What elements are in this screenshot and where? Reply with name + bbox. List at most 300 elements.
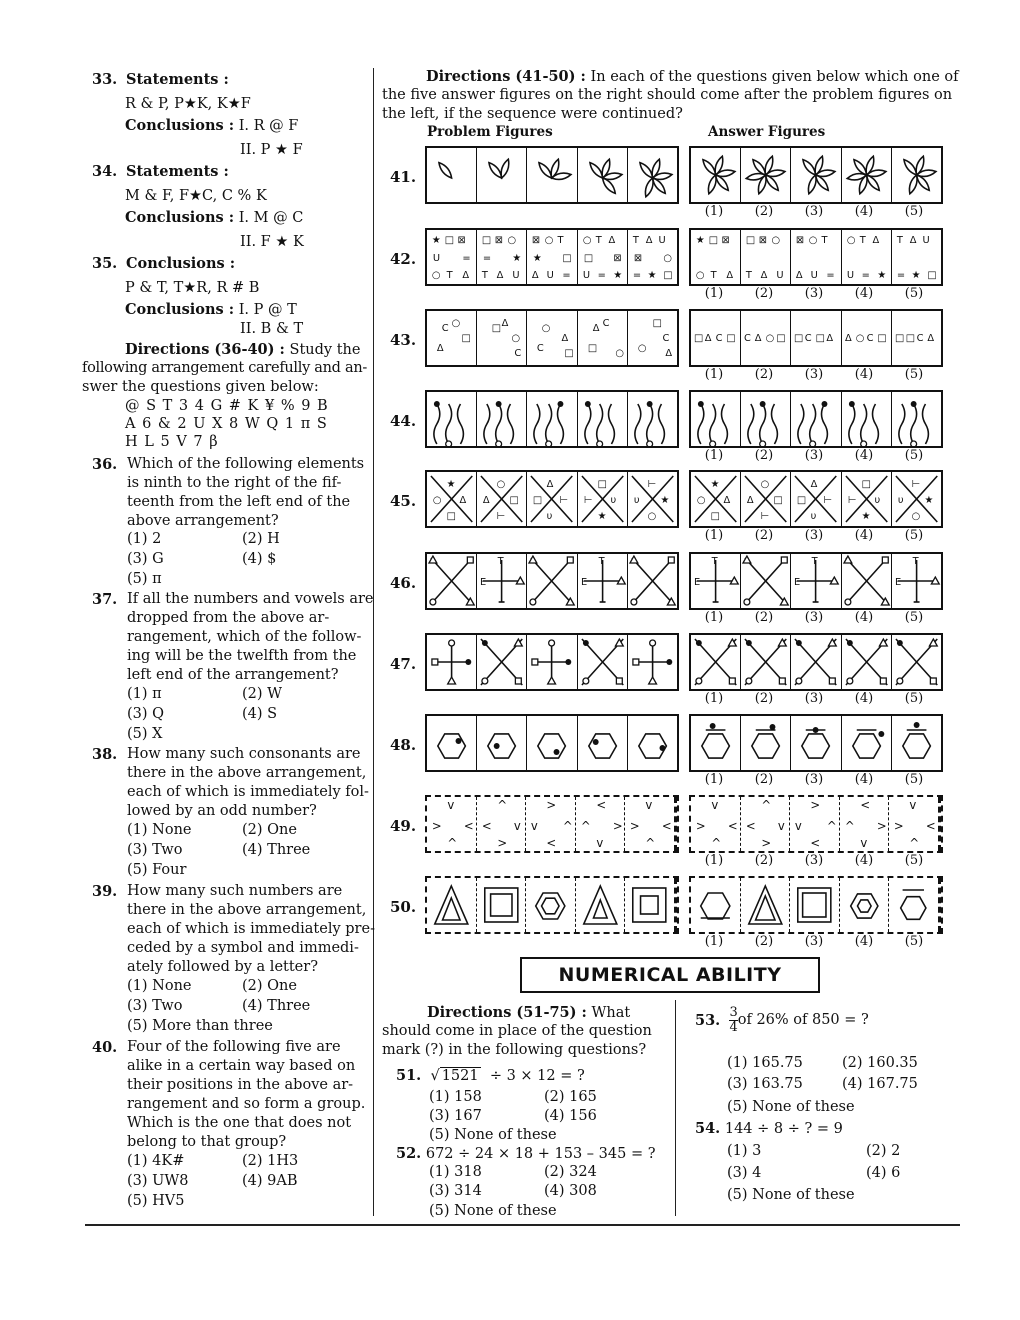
svg-text:υ: υ (547, 510, 553, 523)
q51-option-2[interactable]: (2) 165 (544, 1089, 597, 1105)
svg-text:★: ★ (660, 494, 670, 507)
answer-option-label[interactable]: (5) (904, 934, 924, 949)
q37-option-4[interactable]: (4) S (242, 706, 278, 722)
svg-text:E: E (894, 576, 901, 589)
q51-option-4[interactable]: (4) 156 (544, 1108, 597, 1124)
answer-option-label[interactable]: (3) (804, 448, 824, 463)
answer-figure-1[interactable] (691, 716, 741, 770)
answer-figure-1[interactable] (691, 230, 741, 284)
svg-text:□: □ (444, 234, 455, 247)
svg-text:○: ○ (765, 332, 775, 345)
problem-figures (425, 876, 679, 934)
q39-option-2[interactable]: (2) One (242, 978, 297, 994)
answer-option-label[interactable]: (4) (854, 286, 874, 301)
svg-text:Δ: Δ (665, 347, 672, 360)
answer-figure-3[interactable] (791, 311, 841, 365)
q53-option-2[interactable]: (2) 160.35 (842, 1055, 918, 1071)
svg-text:C: C (866, 332, 874, 345)
answer-figure-1[interactable] (691, 311, 741, 365)
question-53: 53. $\frac{3}{4}$ of 26% of 850 = ? (695, 1005, 869, 1035)
svg-text:>: > (876, 818, 887, 834)
directions-51-75: Directions (51-75) : What (427, 1004, 631, 1021)
problem-figure-2 (477, 878, 527, 932)
answer-figure-3[interactable] (791, 554, 841, 608)
q36-option-1[interactable]: (1) 2 (127, 531, 162, 547)
q33-statement: R & P, P★K, K★F (125, 96, 251, 112)
svg-text:^: ^ (645, 835, 656, 851)
svg-text:υ: υ (811, 510, 817, 523)
answer-figure-5[interactable] (892, 230, 941, 284)
problem-figure-2 (477, 311, 527, 365)
problem-figure-3 (527, 230, 577, 284)
svg-text:□: □ (861, 478, 871, 491)
directions-36-40: Directions (36-40) : Study the (125, 341, 361, 358)
q36-text-4: above arrangement? (127, 513, 279, 529)
answer-figure-2[interactable] (741, 311, 791, 365)
problem-figure-1 (427, 472, 477, 526)
answer-option-label[interactable]: (2) (754, 934, 774, 949)
problem-figure-1 (427, 554, 477, 608)
q40-text-1: Four of the following five are (127, 1039, 341, 1055)
q51-option-1[interactable]: (1) 158 (429, 1089, 482, 1105)
svg-text:○: ○ (637, 342, 647, 355)
answer-option-label[interactable]: (1) (704, 610, 724, 625)
problem-figure-2 (477, 472, 527, 526)
answer-figure-4[interactable] (842, 716, 892, 770)
answer-option-label[interactable]: (5) (904, 691, 924, 706)
answer-option-label[interactable]: (1) (704, 286, 724, 301)
answer-option-label[interactable]: (4) (854, 772, 874, 787)
answer-figure-3[interactable] (791, 230, 841, 284)
svg-text:=: = (562, 269, 572, 282)
answer-option-label[interactable]: (1) (704, 367, 724, 382)
q38-text-1: How many such consonants are (127, 746, 361, 762)
answer-option-label[interactable]: (1) (704, 448, 724, 463)
answer-figure-4[interactable] (842, 230, 892, 284)
answer-figure-2[interactable] (741, 797, 791, 851)
row-number: 43. (390, 331, 417, 349)
svg-text:○: ○ (855, 332, 864, 345)
answer-option-label[interactable]: (2) (754, 367, 774, 382)
answer-figure-3[interactable] (791, 148, 841, 202)
q39-text-4: ceded by a symbol and immedi- (127, 940, 359, 956)
svg-text:⊢: ⊢ (760, 510, 770, 523)
problem-figures (425, 228, 679, 286)
svg-text:U: U (922, 234, 930, 247)
q52-option-2[interactable]: (2) 324 (544, 1164, 597, 1180)
q51-option-3[interactable]: (3) 167 (429, 1108, 482, 1124)
section-title: NUMERICAL ABILITY (558, 964, 782, 986)
svg-text:C: C (916, 332, 924, 345)
problem-figures (425, 146, 679, 204)
answer-option-label[interactable]: (1) (704, 691, 724, 706)
answer-figure-1[interactable] (691, 472, 741, 526)
answer-figure-5[interactable] (889, 797, 941, 851)
answer-figure-4[interactable] (840, 797, 890, 851)
svg-text:⊢: ⊢ (583, 494, 593, 507)
svg-text:★: ★ (911, 269, 921, 282)
answer-figure-2[interactable] (741, 716, 791, 770)
svg-text:^: ^ (909, 835, 920, 851)
svg-text:^: ^ (447, 835, 458, 851)
answer-option-label[interactable]: (2) (754, 853, 774, 868)
q39-option-3[interactable]: (3) Two (127, 998, 183, 1014)
answer-option-label[interactable]: (4) (854, 934, 874, 949)
answer-option-label[interactable]: (5) (904, 772, 924, 787)
answer-option-label[interactable]: (3) (804, 528, 824, 543)
q33-conclusion-1: Conclusions : I. R @ F (125, 117, 299, 134)
problem-figure-5 (628, 311, 677, 365)
svg-text:C: C (602, 317, 610, 330)
q53-option-5[interactable]: (5) None of these (727, 1099, 855, 1115)
svg-text:□: □ (564, 347, 575, 360)
problem-figure-4 (578, 472, 628, 526)
answer-figure-2[interactable] (741, 392, 791, 446)
q52-option-1[interactable]: (1) 318 (429, 1164, 482, 1180)
q54-option-4[interactable]: (4) 6 (866, 1165, 901, 1181)
answer-figure-5[interactable] (892, 716, 941, 770)
answer-option-label[interactable]: (5) (904, 528, 924, 543)
svg-text:C: C (537, 342, 545, 355)
answer-option-label[interactable]: (5) (904, 367, 924, 382)
answer-option-label[interactable]: (4) (854, 853, 874, 868)
svg-text:Δ: Δ (496, 269, 504, 282)
answer-figure-4[interactable] (842, 472, 892, 526)
svg-text:v: v (596, 835, 604, 851)
answer-figures (689, 228, 943, 286)
svg-text:Δ: Δ (532, 269, 540, 282)
answer-figure-4[interactable] (840, 878, 890, 932)
svg-text:Δ: Δ (796, 269, 804, 282)
question-37: 37. (92, 591, 118, 608)
svg-text:⊠: ⊠ (758, 234, 768, 247)
row-number: 48. (390, 736, 417, 754)
svg-text:□: □ (533, 494, 543, 507)
q53-option-4[interactable]: (4) 167.75 (842, 1076, 918, 1092)
answer-option-label[interactable]: (3) (804, 934, 824, 949)
fraction: $\frac{3}{4}$ (729, 1005, 738, 1035)
q40-text-2: alike in a certain way based on (127, 1058, 356, 1074)
row-number: 49. (390, 817, 417, 835)
answer-option-label[interactable]: (1) (704, 934, 724, 949)
svg-text:Δ: Δ (754, 332, 762, 345)
q37-option-1[interactable]: (1) π (127, 686, 162, 702)
answer-option-label[interactable]: (2) (754, 528, 774, 543)
answer-figure-3[interactable] (791, 716, 841, 770)
answer-figure-5[interactable] (892, 392, 941, 446)
q37-option-5[interactable]: (5) X (127, 726, 163, 742)
q38-option-2[interactable]: (2) One (242, 822, 297, 838)
question-39: 39. (92, 883, 118, 900)
q37-option-3[interactable]: (3) Q (127, 706, 165, 722)
answer-figure-5[interactable] (889, 878, 941, 932)
sqrt-sign: √ (430, 1068, 440, 1084)
problem-figures (425, 552, 679, 610)
svg-text:★: ★ (431, 234, 441, 247)
answer-figures (689, 390, 943, 448)
svg-text:T: T (482, 269, 489, 282)
answer-option-label[interactable]: (4) (854, 528, 874, 543)
answer-figures (689, 470, 943, 528)
q36-option-5[interactable]: (5) π (127, 571, 162, 587)
svg-text:□: □ (927, 269, 937, 282)
problem-figure-3 (527, 392, 577, 446)
answer-figure-3[interactable] (790, 797, 840, 851)
q40-option-4[interactable]: (4) 9AB (242, 1173, 298, 1189)
svg-text:v: v (447, 797, 455, 813)
answer-figure-4[interactable] (842, 554, 892, 608)
svg-text:T: T (812, 555, 819, 568)
svg-text:<: < (727, 818, 738, 834)
svg-text:Δ: Δ (645, 234, 653, 247)
q38-option-3[interactable]: (3) Two (127, 842, 183, 858)
answer-option-label[interactable]: (4) (854, 448, 874, 463)
svg-text:Δ: Δ (608, 234, 615, 247)
svg-text:>: > (894, 818, 905, 834)
q40-option-1[interactable]: (1) 4K# (127, 1153, 185, 1169)
question-52: 52. 672 ÷ 24 × 18 + 153 – 345 = ? (396, 1145, 656, 1162)
answer-option-label[interactable]: (2) (754, 448, 774, 463)
svg-text:C: C (441, 322, 449, 335)
answer-figure-3[interactable] (790, 878, 840, 932)
answer-option-label[interactable]: (4) (854, 204, 874, 219)
q36-text-2: is ninth to the right of the fif- (127, 475, 342, 491)
q54-option-2[interactable]: (2) 2 (866, 1143, 901, 1159)
svg-text:Δ: Δ (760, 269, 768, 282)
svg-text:□: □ (663, 269, 673, 282)
q36-option-4[interactable]: (4) $ (242, 551, 277, 567)
svg-text:□: □ (693, 332, 704, 345)
question-54: 54. 144 ÷ 8 ÷ ? = 9 (695, 1120, 843, 1137)
svg-text:Δ: Δ (462, 269, 470, 282)
answer-figure-2[interactable] (741, 635, 791, 689)
answer-figure-1[interactable] (691, 148, 741, 202)
svg-text:v: v (645, 797, 653, 813)
svg-text:C: C (514, 347, 522, 360)
answer-figure-2[interactable] (741, 148, 791, 202)
answer-option-label[interactable]: (4) (854, 610, 874, 625)
q38-option-5[interactable]: (5) Four (127, 862, 187, 878)
q40-text-5: Which is the one that does not (127, 1115, 352, 1131)
q37-text-3: rangement, which of the follow- (127, 629, 362, 645)
svg-text:<: < (662, 818, 673, 834)
q53-option-1[interactable]: (1) 165.75 (727, 1055, 803, 1071)
problem-figure-4 (578, 554, 628, 608)
answer-option-label[interactable]: (2) (754, 772, 774, 787)
column-divider-lower (675, 1000, 676, 1216)
svg-text:⊢: ⊢ (496, 510, 506, 523)
svg-text:○: ○ (542, 322, 551, 335)
answer-figures (689, 309, 943, 367)
answer-option-label[interactable]: (2) (754, 610, 774, 625)
answer-figure-2[interactable] (741, 230, 791, 284)
svg-text:υ: υ (610, 494, 616, 507)
answer-option-label[interactable]: (1) (704, 204, 724, 219)
answer-figure-1[interactable] (691, 635, 741, 689)
q53-option-3[interactable]: (3) 163.75 (727, 1076, 803, 1092)
row-number: 44. (390, 412, 417, 430)
answer-option-label[interactable]: (5) (904, 448, 924, 463)
answer-figure-3[interactable] (791, 472, 841, 526)
svg-text:★: ★ (710, 478, 720, 491)
q40-option-5[interactable]: (5) HV5 (127, 1193, 185, 1209)
q40-option-2[interactable]: (2) 1H3 (242, 1153, 299, 1169)
problem-figure-1 (427, 148, 477, 202)
answer-option-label[interactable]: (1) (704, 853, 724, 868)
problem-figure-1 (427, 635, 477, 689)
answer-figure-3[interactable] (791, 635, 841, 689)
problem-figure-2 (477, 635, 527, 689)
problem-figure-4 (578, 148, 628, 202)
svg-text:T: T (598, 555, 605, 568)
q54-option-1[interactable]: (1) 3 (727, 1143, 762, 1159)
answer-figure-1[interactable] (691, 554, 741, 608)
svg-text:○: ○ (846, 234, 856, 247)
svg-text:=: = (826, 269, 836, 282)
answer-figure-2[interactable] (741, 472, 791, 526)
svg-text:⊢: ⊢ (559, 494, 569, 507)
row-number: 46. (390, 574, 417, 592)
svg-text:★: ★ (446, 478, 456, 491)
svg-text:□: □ (794, 332, 804, 345)
answer-option-label[interactable]: (2) (754, 286, 774, 301)
answer-option-label[interactable]: (1) (704, 528, 724, 543)
q35-statement: P & T, T★R, R # B (125, 280, 260, 296)
svg-text:○: ○ (809, 234, 818, 247)
problem-figure-3 (526, 797, 576, 851)
q52-option-3[interactable]: (3) 314 (429, 1183, 482, 1199)
svg-text:v: v (795, 818, 802, 834)
problem-figures-label: Problem Figures (427, 124, 553, 140)
svg-text:★: ★ (861, 510, 871, 523)
problem-figure-3 (527, 311, 577, 365)
problem-figure-3 (526, 878, 576, 932)
svg-text:^: ^ (497, 797, 507, 813)
svg-text:<: < (745, 818, 756, 834)
svg-text:v: v (711, 797, 719, 813)
svg-text:v: v (909, 797, 917, 813)
answer-figure-5[interactable] (892, 472, 941, 526)
q54-option-3[interactable]: (3) 4 (727, 1165, 762, 1181)
answer-figure-5[interactable] (892, 635, 941, 689)
svg-text:★: ★ (512, 252, 522, 265)
q52-option-5[interactable]: (5) None of these (429, 1203, 557, 1219)
q36-option-2[interactable]: (2) H (242, 531, 280, 547)
svg-text:=: = (483, 252, 492, 265)
answer-option-label[interactable]: (3) (804, 204, 824, 219)
row-number: 41. (390, 168, 417, 186)
answer-option-label[interactable]: (2) (754, 691, 774, 706)
svg-text:U: U (846, 269, 854, 282)
svg-text:C: C (744, 332, 752, 345)
question-51: 51. √ 1521 ÷ 3 × 12 = ? (396, 1067, 585, 1084)
answer-option-label[interactable]: (5) (904, 610, 924, 625)
row-number: 42. (390, 250, 417, 268)
q37-option-2[interactable]: (2) W (242, 686, 283, 702)
answer-option-label[interactable]: (3) (804, 286, 824, 301)
svg-text:T: T (821, 234, 828, 247)
answer-figure-2[interactable] (741, 878, 791, 932)
svg-text:Δ: Δ (704, 332, 712, 345)
q54-option-5[interactable]: (5) None of these (727, 1187, 855, 1203)
q36-text-1: Which of the following elements (127, 456, 365, 472)
svg-text:T: T (446, 269, 453, 282)
q38-text-2: there in the above arrangement, (127, 765, 367, 781)
answer-figure-1[interactable] (691, 878, 741, 932)
answer-figure-5[interactable] (892, 311, 941, 365)
answer-option-label[interactable]: (3) (804, 691, 824, 706)
answer-option-label[interactable]: (4) (854, 691, 874, 706)
answer-figure-2[interactable] (741, 554, 791, 608)
answer-figure-1[interactable] (691, 797, 741, 851)
svg-text:<: < (596, 797, 606, 813)
answer-figure-1[interactable] (691, 392, 741, 446)
q39-option-5[interactable]: (5) More than three (127, 1018, 273, 1034)
svg-text:○: ○ (431, 269, 441, 282)
answer-figure-4[interactable] (842, 392, 892, 446)
svg-text:Δ: Δ (844, 332, 852, 345)
svg-text:○: ○ (582, 234, 592, 247)
q36-option-3[interactable]: (3) G (127, 551, 164, 567)
svg-text:U: U (432, 252, 441, 265)
answer-option-label[interactable]: (2) (754, 204, 774, 219)
q52-option-4[interactable]: (4) 308 (544, 1183, 597, 1199)
svg-text:○: ○ (615, 347, 624, 360)
answer-option-label[interactable]: (5) (904, 204, 924, 219)
svg-text:υ: υ (874, 494, 880, 507)
problem-figures (425, 714, 679, 772)
answer-figure-4[interactable] (842, 635, 892, 689)
q39-option-1[interactable]: (1) None (127, 978, 192, 994)
answer-figure-5[interactable] (892, 554, 941, 608)
svg-text:T: T (710, 269, 717, 282)
svg-text:○: ○ (496, 478, 506, 491)
problem-figure-3 (527, 635, 577, 689)
svg-text:□: □ (773, 494, 783, 507)
row-number: 47. (390, 655, 417, 673)
svg-text:C: C (662, 332, 670, 345)
answer-figure-3[interactable] (791, 392, 841, 446)
answer-figure-4[interactable] (842, 148, 892, 202)
answer-option-label[interactable]: (3) (804, 853, 824, 868)
answer-figure-5[interactable] (892, 148, 941, 202)
answer-option-label[interactable]: (1) (704, 772, 724, 787)
q40-text-3: their positions in the above ar- (127, 1077, 354, 1093)
answer-option-label[interactable]: (3) (804, 367, 824, 382)
answer-option-label[interactable]: (5) (904, 286, 924, 301)
svg-text:★: ★ (597, 510, 607, 523)
svg-text:T: T (896, 234, 903, 247)
q38-option-4[interactable]: (4) Three (242, 842, 311, 858)
svg-text:□: □ (726, 332, 736, 345)
q39-option-4[interactable]: (4) Three (242, 998, 311, 1014)
answer-option-label[interactable]: (3) (804, 610, 824, 625)
answer-figure-4[interactable] (842, 311, 892, 365)
problem-figure-2 (477, 230, 527, 284)
q39-text-5: ately followed by a letter? (127, 959, 318, 975)
svg-text:>: > (630, 818, 641, 834)
q51-option-5[interactable]: (5) None of these (429, 1127, 557, 1143)
svg-text:^: ^ (580, 818, 591, 834)
q40-option-3[interactable]: (3) UW8 (127, 1173, 189, 1189)
answer-option-label[interactable]: (4) (854, 367, 874, 382)
answer-option-label[interactable]: (3) (804, 772, 824, 787)
answer-option-label[interactable]: (5) (904, 853, 924, 868)
problem-figure-1 (427, 311, 477, 365)
svg-text:Δ: Δ (909, 234, 917, 247)
q38-option-1[interactable]: (1) None (127, 822, 192, 838)
svg-text:Δ: Δ (927, 332, 934, 345)
